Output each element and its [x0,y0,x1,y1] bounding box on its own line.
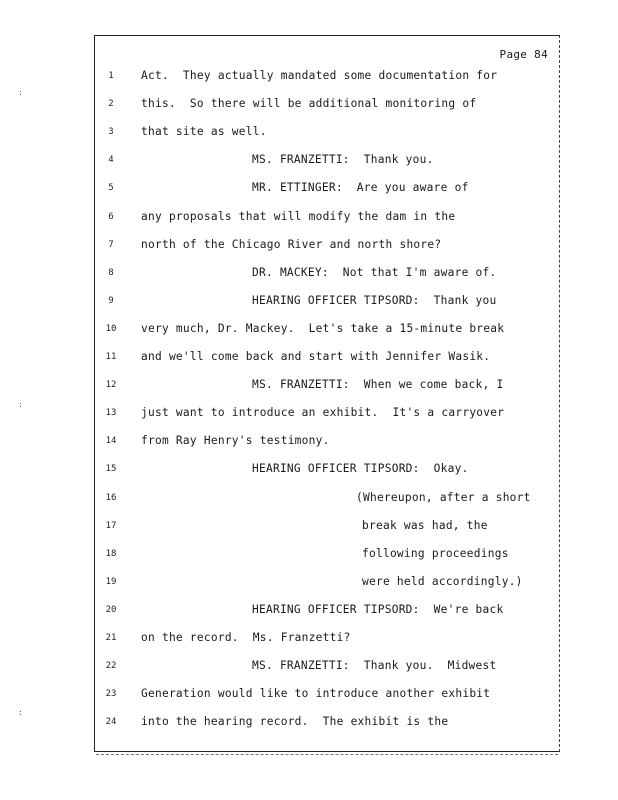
transcript-line [0,431,618,451]
line-number: 12 [105,380,117,391]
line-number: 16 [105,492,117,503]
line-number: 23 [105,689,117,700]
line-text: (Whereupon, after a short [356,490,531,504]
transcript-line [0,375,618,395]
line-text: HEARING OFFICER TIPSORD: We're back [252,602,504,616]
transcript-line [0,600,618,620]
line-text: on the record. Ms. Franzetti? [141,631,351,644]
line-text: were held accordingly.) [362,574,523,588]
line-number: 15 [105,464,117,475]
margin-mark: : [18,708,23,717]
transcript-line [0,459,618,479]
line-number: 10 [105,323,117,334]
transcript-line [0,291,618,311]
line-text: Act. They actually mandated some documentation for [141,69,498,82]
transcript-line [0,403,618,423]
transcript-line [0,263,618,283]
line-text: just want to introduce an exhibit. It's a carryover [141,406,505,420]
transcript-line [0,516,618,536]
page-number: Page 84 [499,48,548,61]
line-number: 8 [108,267,114,278]
line-text: from Ray Henry's testimony. [141,434,330,448]
line-number: 6 [108,211,114,222]
transcript-line [0,656,618,676]
transcript-line [0,488,618,508]
line-text: MS. FRANZETTI: Thank you. [252,153,434,167]
line-text: MR. ETTINGER: Are you aware of [252,181,469,195]
transcript-line [0,66,618,86]
line-text: north of the Chicago River and north shore? [141,237,442,251]
line-text: any proposals that will modify the dam in the [141,209,456,223]
line-text: into the hearing record. The exhibit is the [141,715,449,729]
line-text: HEARING OFFICER TIPSORD: Thank you [252,293,497,307]
transcript-line [0,319,618,339]
line-number: 19 [105,576,117,587]
line-number: 20 [105,604,117,615]
line-text: this. So there will be additional monitoring of [141,97,477,111]
line-number: 3 [108,127,114,138]
line-text: MS. FRANZETTI: When we come back, I [252,378,504,392]
transcript-line [0,235,618,255]
line-number: 22 [105,661,117,672]
line-number: 7 [108,239,114,250]
transcript-line [0,628,618,648]
line-number: 1 [108,71,114,81]
line-text: HEARING OFFICER TIPSORD: Okay. [252,462,469,476]
line-text: that site as well. [141,125,267,139]
line-number: 18 [105,548,117,559]
line-number: 9 [108,295,114,306]
transcript-line [0,178,618,198]
margin-mark: : [18,88,23,97]
line-text: Generation would like to introduce another exhibit [141,687,491,701]
line-number: 11 [105,352,117,362]
transcript-line [0,94,618,114]
transcript-line [0,572,618,592]
line-number: 5 [108,183,114,194]
transcript-line [0,712,618,732]
line-text: and we'll come back and start with Jennifer Wasik. [141,350,491,363]
line-text: DR. MACKEY: Not that I'm aware of. [252,265,497,279]
line-number: 2 [108,99,114,110]
page-bottom-rule [96,754,558,755]
line-text: break was had, the [362,518,488,532]
line-text: MS. FRANZETTI: Thank you. Midwest [252,659,497,673]
transcript-line [0,684,618,704]
transcript-line [0,347,618,367]
transcript-line [0,207,618,227]
line-number: 17 [105,520,117,531]
margin-mark: : [18,400,23,409]
line-number: 13 [105,408,117,419]
line-number: 14 [105,436,117,447]
transcript-line [0,122,618,142]
transcript-line [0,544,618,564]
line-number: 24 [105,717,117,728]
line-text: following proceedings [362,546,509,560]
line-number: 21 [105,633,117,643]
line-number: 4 [108,155,114,166]
transcript-line [0,150,618,170]
line-text: very much, Dr. Mackey. Let's take a 15-minute break [141,321,505,335]
